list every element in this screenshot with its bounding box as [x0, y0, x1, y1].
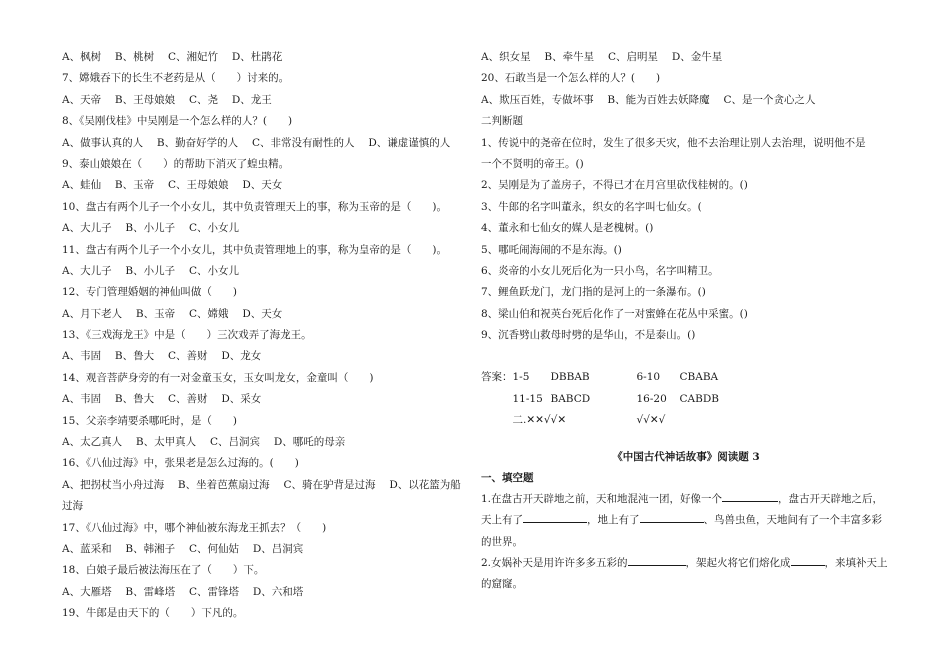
text-line: A、蓝采和 B、韩湘子 C、何仙姑 D、吕洞宾 — [62, 542, 304, 555]
spacer — [481, 346, 891, 367]
text-line: 20、石敢当是一个怎么样的人？( ) — [481, 72, 661, 85]
question-text: ，来填补天上 — [824, 556, 888, 569]
blank-line — [628, 553, 686, 566]
text-line: A、枫树 B、桃树 C、湘妃竹 D、杜鹃花 — [62, 51, 283, 63]
text-line: 13、《三戏海龙王》中是（ ）三次戏弄了海龙王。 — [62, 329, 312, 342]
text-line: 15、父亲李靖要杀哪吒时，是（ ) — [62, 414, 237, 427]
answer-row — [481, 367, 740, 388]
text-line: A、韦固 B、鲁大 C、善财 D、龙女 — [62, 350, 262, 363]
question-text: 天上有了 — [481, 514, 523, 527]
answer-value: BABCD — [550, 392, 591, 405]
right-question-list — [481, 47, 891, 346]
text-line: A、大儿子 B、小儿子 C、小女儿 — [62, 264, 240, 277]
question-text: 的世界。 — [481, 535, 523, 548]
answer-value: CABDB — [679, 392, 719, 405]
question-text: 的窟窿。 — [481, 578, 523, 591]
text-line: 7、嫦娥吞下的长生不老药是从（ ）讨来的。 — [62, 72, 290, 85]
answer-range: 16-20 — [636, 392, 667, 405]
text-line: A、做事认真的人 B、勤奋好学的人 C、非常没有耐性的人 D、谦虚谨慎的人 — [62, 136, 451, 149]
section-heading: 一、填空题 — [481, 471, 534, 484]
answer-row — [481, 389, 740, 410]
answer-key — [481, 367, 740, 431]
text-line: A、织女星 B、牵牛星 C、启明星 D、金牛星 — [481, 51, 723, 63]
answer-judge-b: √√✕√ — [636, 414, 666, 427]
text-line: 9、泰山娘娘在（ ）的帮助下消灭了蝗虫精。 — [62, 157, 290, 170]
text-line: 16、《八仙过海》中，张果老是怎么过海的。( ) — [62, 457, 299, 470]
answer-value: DBBAB — [550, 371, 590, 384]
question-text: ，架起火将它们熔化成 — [685, 556, 791, 569]
answer-judge-a: 二.✕✕√√✕ — [512, 414, 567, 427]
fill-question-1 — [481, 489, 891, 553]
left-column — [62, 47, 470, 625]
text-line: 18、白娘子最后被法海压在了（ ）下。 — [62, 564, 265, 577]
fill-question-2 — [481, 553, 891, 596]
text-line: 1、传说中的尧帝在位时，发生了很多天灾，他不去治理让别人去治理，说明他不是 — [481, 136, 866, 149]
text-line: 过海 — [62, 500, 83, 513]
spacer — [481, 432, 891, 446]
text-line: 一个不贤明的帝王。() — [481, 157, 584, 170]
text-line: 11、盘古有两个儿子一个小女儿，其中负责管理地上的事，称为皇帝的是（ )。 — [62, 243, 447, 256]
section-title: 《中国古代神话故事》阅读题 3 — [612, 450, 760, 463]
text-line: 19、牛郎是由天下的（ ）下凡的。 — [62, 607, 244, 620]
blank-line — [640, 510, 704, 523]
answer-range: 6-10 — [636, 371, 661, 384]
text-line: 2、吴刚是为了盖房子，不得已才在月宫里砍伐桂树的。() — [481, 179, 748, 192]
text-line: 6、炎帝的小女儿死后化为一只小鸟，名字叫精卫。 — [481, 264, 719, 277]
question-text: 2.女娲补天是用许许多多五彩的 — [481, 556, 628, 569]
answer-range: 11-15 — [512, 392, 543, 405]
blank-line — [791, 553, 825, 566]
text-line: 4、董永和七仙女的媒人是老槐树。() — [481, 222, 654, 235]
question-text: ，地上有了 — [587, 514, 640, 527]
question-text: ，盘古开天辟地之后， — [778, 492, 884, 505]
text-line: 12、专门管理婚姻的神仙叫做（ ) — [62, 286, 237, 299]
text-line: A、太乙真人 B、太甲真人 C、吕洞宾 D、哪吒的母亲 — [62, 436, 346, 449]
text-line: A、欺压百姓，专做坏事 B、能为百姓去妖降魔 C、是一个贪心之人 — [481, 93, 816, 106]
blank-line — [523, 510, 587, 523]
text-line: A、月下老人 B、玉帝 C、嫦娥 D、天女 — [62, 307, 283, 320]
answer-range: 1-5 — [512, 371, 530, 384]
answer-value: CBABA — [679, 371, 719, 384]
text-line: A、把拐杖当小舟过海 B、坐着芭蕉扇过海 C、骑在驴背是过海 D、以花篮为船 — [62, 478, 461, 491]
text-line: 3、牛郎的名字叫董永，织女的名字叫七仙女。( — [481, 200, 702, 213]
text-line: 17、《八仙过海》中，哪个神仙被东海龙王抓去？（ ) — [62, 521, 327, 534]
blank-line — [722, 489, 778, 502]
text-line: 8、梁山伯和祝英台死后化作了一对蜜蜂在花丛中采蜜。() — [481, 307, 748, 320]
text-line: A、大雁塔 B、雷峰塔 C、雷锋塔 D、六和塔 — [62, 585, 304, 598]
text-line: 8、《吴刚伐桂》中吴刚是一个怎么样的人？( ) — [62, 115, 293, 128]
text-line: A、韦固 B、鲁大 C、善财 D、采女 — [62, 393, 262, 406]
text-line: 10、盘古有两个儿子一个小女儿，其中负责管理天上的事，称为玉帝的是（ )。 — [62, 200, 447, 213]
answer-label: 答案： — [481, 371, 513, 384]
text-line: A、蛙仙 B、玉帝 C、王母娘娘 D、天女 — [62, 179, 283, 192]
answer-row — [481, 410, 740, 431]
text-line: 14、观音菩萨身旁的有一对金童玉女，玉女叫龙女，金童叫（ ) — [62, 371, 374, 384]
text-line: 5、哪吒闹海闹的不是东海。() — [481, 243, 622, 256]
text-line: 二判断题 — [481, 115, 523, 128]
text-line: A、天帝 B、王母娘娘 C、尧 D、龙王 — [62, 93, 272, 106]
question-text: 、鸟兽虫鱼，天地间有了一个丰富多彩 — [703, 514, 882, 527]
text-line: A、大儿子 B、小儿子 C、小女儿 — [62, 222, 240, 235]
right-column — [481, 47, 891, 596]
text-line: 7、鲤鱼跃龙门，龙门指的是河上的一条瀑布。() — [481, 286, 706, 299]
text-line: 9、沉香劈山救母时劈的是华山，不是泰山。() — [481, 329, 696, 342]
question-text: 1.在盘古开天辟地之前，天和地混沌一团，好像一个 — [481, 492, 723, 505]
